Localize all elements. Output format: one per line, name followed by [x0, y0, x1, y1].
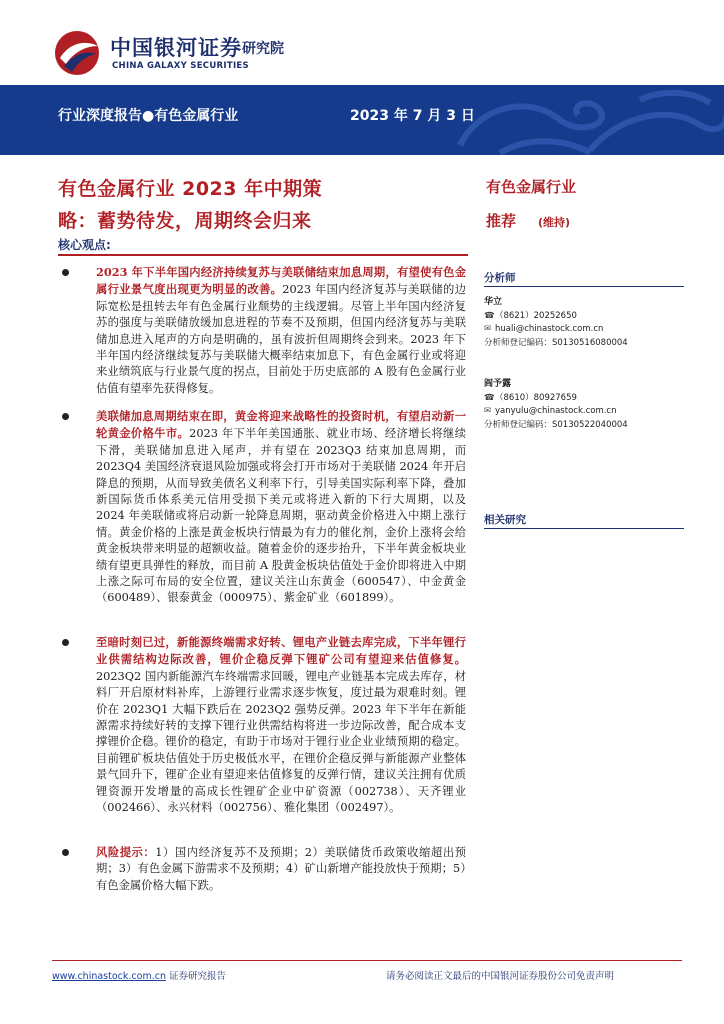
galaxy-logo-icon — [52, 28, 102, 78]
core-views-label: 核心观点: — [58, 238, 111, 252]
bullet-highlight: 美联储加息周期结束在即，黄金将迎来战略性的投资时机，有望启动新一轮黄金价格牛市。 — [96, 409, 466, 441]
analyst-card-1 — [484, 296, 628, 350]
analyst-heading: 分析师 — [484, 272, 516, 284]
footer-url-link[interactable]: www.chinastock.com.cn — [52, 971, 166, 982]
report-title-line2: 略：蓄势待发，周期终会归来 — [58, 210, 312, 232]
industry-name: 有色金属行业 — [486, 178, 577, 196]
analyst-cert: 分析师登记编码：S0130522040004 — [484, 419, 628, 430]
analyst-cert: 分析师登记编码：S0130516080004 — [484, 337, 628, 348]
footer-left-suffix: 证券研究报告 — [165, 971, 226, 982]
logo-cn-text: 中国银河证券 — [110, 36, 242, 60]
report-date: 2023 年 7 月 3 日 — [350, 108, 475, 124]
bullet-highlight: 2023 年下半年国内经济持续复苏与美联储结束加息周期，有望使有色金属行业景气度出现更为明显的改善。 — [96, 265, 466, 297]
bullet-point-1 — [56, 264, 466, 397]
bullet-text: 2023 年国内经济复苏与美联储的边际宽松是扭转去年有色金属行业颓势的主线逻辑。尽管上半年国内经济复苏的强度与美联储放缓加息进程的节奏不及预期，但国内经济复苏与美联储加息进入尾声的方向是明确的，虽有波折但周期终会到来。2023 年下半年国内经济继续复苏与美联储大概率结束加息下，有色金属行业或将迎来业绩筑底与行业景气度的拐点，目前处于历史底部的 A 股有色金属行业估值有望率先获得修复。 — [96, 283, 466, 395]
bullet-point-3 — [56, 634, 466, 816]
analyst-email[interactable]: huali@chinastock.com.cn — [495, 324, 604, 334]
analyst-card-2 — [484, 378, 628, 432]
bullet-icon — [62, 269, 69, 276]
bullet-icon — [62, 639, 69, 646]
footer-disclaimer: 请务必阅读正文最后的中国银河证券股份公司免责声明 — [386, 971, 615, 982]
mail-icon: ✉ — [484, 324, 492, 334]
bullet-text: 1）国内经济复苏不及预期；2）美联储货币政策收缩超出预期；3）有色金属下游需求不及预期；4）矿山新增产能投放快于预期；5）有色金属价格大幅下跌。 — [96, 846, 466, 892]
rating-value: 推荐 — [486, 212, 517, 230]
analyst-name: 阎予露 — [484, 379, 512, 389]
bullet-highlight: 至暗时刻已过，新能源终端需求好转、锂电产业链去库完成，下半年锂行业供需结构边际改善，锂价企稳反弹下锂矿公司有望迎来估值修复。 — [96, 635, 466, 667]
bullet-text: 2023Q2 国内新能源汽车终端需求回暖，锂电产业链基本完成去库存，材料厂开启原材料补库，上游锂行业需求逐步恢复，度过最为艰难时刻。锂价在 2023Q1 大幅下跌后在 2023Q2 强势反弹。2023 年下半年在新能源需求持续好转的支撑下锂行业供需结构将进一步边际改善，配合成本支撑锂价企稳。锂价的稳定，有助于市场对于锂行业企业业绩预期的稳定。目前锂矿板块估值处于历史极低水平，在锂价企稳反弹与新能源产业整体景气回升下，锂矿企业有望迎来估值修复的反弹行情，建议关注拥有优质锂资源开发增量的高成长性锂矿企业中矿资源（002738）、天齐锂业（002466）、永兴材料（002756）、雅化集团（002497）。 — [96, 669, 466, 815]
bullet-icon — [62, 849, 69, 856]
bullet-highlight: 风险提示： — [96, 845, 156, 859]
logo-sub-text: 研究院 — [242, 41, 284, 57]
report-type: 行业深度报告●有色金属行业 — [58, 108, 239, 124]
header-banner — [0, 85, 724, 155]
phone-icon: ☎ — [484, 310, 495, 321]
phone-icon: ☎ — [484, 392, 495, 403]
report-title-line1: 有色金属行业 2023 年中期策 — [58, 178, 323, 200]
logo-en-text: CHINA GALAXY SECURITIES — [112, 61, 249, 71]
related-divider — [484, 528, 684, 529]
related-research-heading: 相关研究 — [484, 514, 526, 526]
title-divider — [58, 254, 468, 256]
analyst-phone: （8610）80927659 — [495, 392, 577, 403]
bullet-icon — [62, 413, 69, 420]
bullet-point-4 — [56, 844, 466, 894]
analyst-name: 华立 — [484, 297, 503, 307]
mail-icon: ✉ — [484, 406, 492, 416]
bullet-point-2 — [56, 408, 466, 607]
analyst-email[interactable]: yanyulu@chinastock.com.cn — [495, 406, 617, 416]
company-logo — [52, 28, 352, 78]
cloud-pattern-icon — [440, 85, 724, 155]
bullet-text: 2023 年下半年美国通胀、就业市场、经济增长将继续下滑，美联储加息进入尾声，并有望在 2023Q3 结束加息周期，而 2023Q4 美国经济衰退风险加强或将会打开市场对于美联储 2024 年开启降息的预期，从而导致美债名义利率下行，引导美国实际利率下降，叠加新国际货币体系美元信用受损下美元或将进入新的下行大周期，以及 2024 年美联储或将启动新一轮降息周期，驱动黄金价格进入中期上涨行情。黄金价格的上涨是黄金板块行情最为有力的催化剂，金价上涨将会给黄金板块带来明显的超额收益。随着金价的逐步抬升，下半年黄金板块业绩有望更具弹性的释放，而目前 A 股黄金板块估值处于金价即将进入中期上涨之际可布局的安全位置，建议关注山东黄金（600547）、中金黄金（600489）、银泰黄金（000975）、紫金矿业（601899）。 — [96, 427, 466, 605]
footer-left — [52, 968, 226, 982]
footer-divider — [52, 960, 682, 961]
rating-note: (维持) — [538, 216, 571, 229]
analyst-divider — [484, 286, 684, 287]
analyst-phone: （8621）20252650 — [495, 310, 577, 321]
